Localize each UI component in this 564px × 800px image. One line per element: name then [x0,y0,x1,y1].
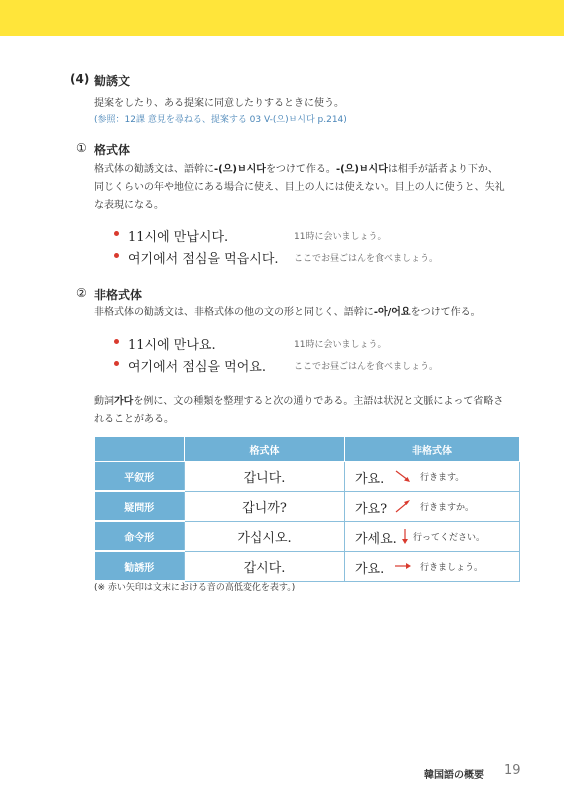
sentence-type-table [94,436,520,582]
table-header-cell [95,437,185,462]
table-row [95,462,520,492]
example-korean: 여기에서 점심을 먹어요. [128,360,266,375]
formal-title: 格式体 [94,143,131,157]
informal-number: ② [76,286,87,300]
summary-line1: 動詞가다を例に、文の種類を整理すると次の通りである。主語は状況と文脈によって省略さ [94,396,504,407]
formal-form: 갑니다. [185,462,345,492]
informal-desc: 非格式体の勧誘文は、非格式体の他の文の形と同じく、語幹に-아/어요をつけて作る。 [94,307,481,318]
example-item [114,248,514,270]
example-japanese: ここでお昼ごはんを食べましょう。 [294,362,439,372]
bullet-dot-icon [114,253,119,258]
intonation-fall-arrow-icon [395,526,415,546]
intonation-down-arrow-icon [393,466,413,486]
meaning-japanese: 行きますか。 [420,502,475,513]
meaning-japanese: 行きます。 [420,473,465,483]
informal-form: 가세요. [355,531,397,547]
formal-ending: -(으)ㅂ시다 [335,164,388,175]
example-korean: 11시에 만나요. [128,338,216,353]
informal-cell [345,462,520,492]
formal-desc-line2: 同じくらいの年や地位にある場合に使え、目上の人には使えない。目上の人に使うと、失礼 [94,182,505,193]
intonation-up-arrow-icon [393,496,413,516]
row-label: 疑問形 [95,491,185,521]
section-reference: (参照：12課 意見を尋ねる、提案する 03 V-(으)ㅂ시다 p.214) [94,115,347,125]
informal-cell [345,521,520,551]
example-item [114,226,514,248]
formal-ending: -(으)ㅂ시다 [214,164,266,175]
formal-number: ① [76,141,87,155]
example-korean: 여기에서 점심을 먹읍시다. [128,252,279,267]
example-korean: 11시에 만납시다. [128,230,229,245]
informal-cell [345,491,520,521]
section-number: (4) [70,72,90,86]
page-number: 19 [504,763,521,778]
example-japanese: 11時に会いましょう。 [294,340,387,350]
arrow-note: (※ 赤い矢印は文末における音の高低変化を表す。) [94,583,296,593]
meaning-japanese: 行きましょう。 [420,562,484,573]
meaning-japanese: 行ってください。 [413,532,486,543]
summary-line2: れることがある。 [94,414,174,425]
informal-form: 가요. [355,472,385,487]
example-japanese: 11時に会いましょう。 [294,232,387,242]
example-verb: 가다 [114,396,134,407]
informal-form: 가요. [355,561,385,577]
row-label: 平叙形 [95,462,185,492]
table-row [95,551,520,581]
section-intro: 提案をしたり、ある提案に同意したりするときに使う。 [94,98,344,109]
formal-form: 갑니까? [185,491,345,521]
bullet-dot-icon [114,339,119,344]
table-row [95,491,520,521]
row-label: 勧誘形 [95,551,185,581]
bullet-dot-icon [114,361,119,366]
formal-desc-line3: な表現になる。 [94,200,164,211]
top-color-band [0,0,564,36]
table-header-cell: 非格式体 [345,437,520,462]
table-row [95,521,520,551]
table-header-row [95,437,520,462]
formal-form: 갑시다. [185,551,345,581]
example-item [114,356,514,378]
informal-form: 가요? [355,501,388,517]
formal-desc-line1: 格式体の勧誘文は、語幹に-(으)ㅂ시다をつけて作る。-(으)ㅂ시다は相手が話者より下か、 [94,164,498,175]
informal-ending: -아/어요 [373,307,411,318]
footer-chapter-title: 韓国語の概要 [424,770,484,781]
example-japanese: ここでお昼ごはんを食べましょう。 [294,254,439,264]
formal-form: 가십시오. [185,521,345,551]
row-label: 命令形 [95,521,185,551]
example-item [114,334,514,356]
intonation-flat-arrow-icon [393,556,413,576]
bullet-dot-icon [114,231,119,236]
table-header-cell: 格式体 [185,437,345,462]
section-title: 勧誘文 [94,74,131,88]
informal-cell [345,551,520,581]
informal-title: 非格式体 [94,288,143,302]
